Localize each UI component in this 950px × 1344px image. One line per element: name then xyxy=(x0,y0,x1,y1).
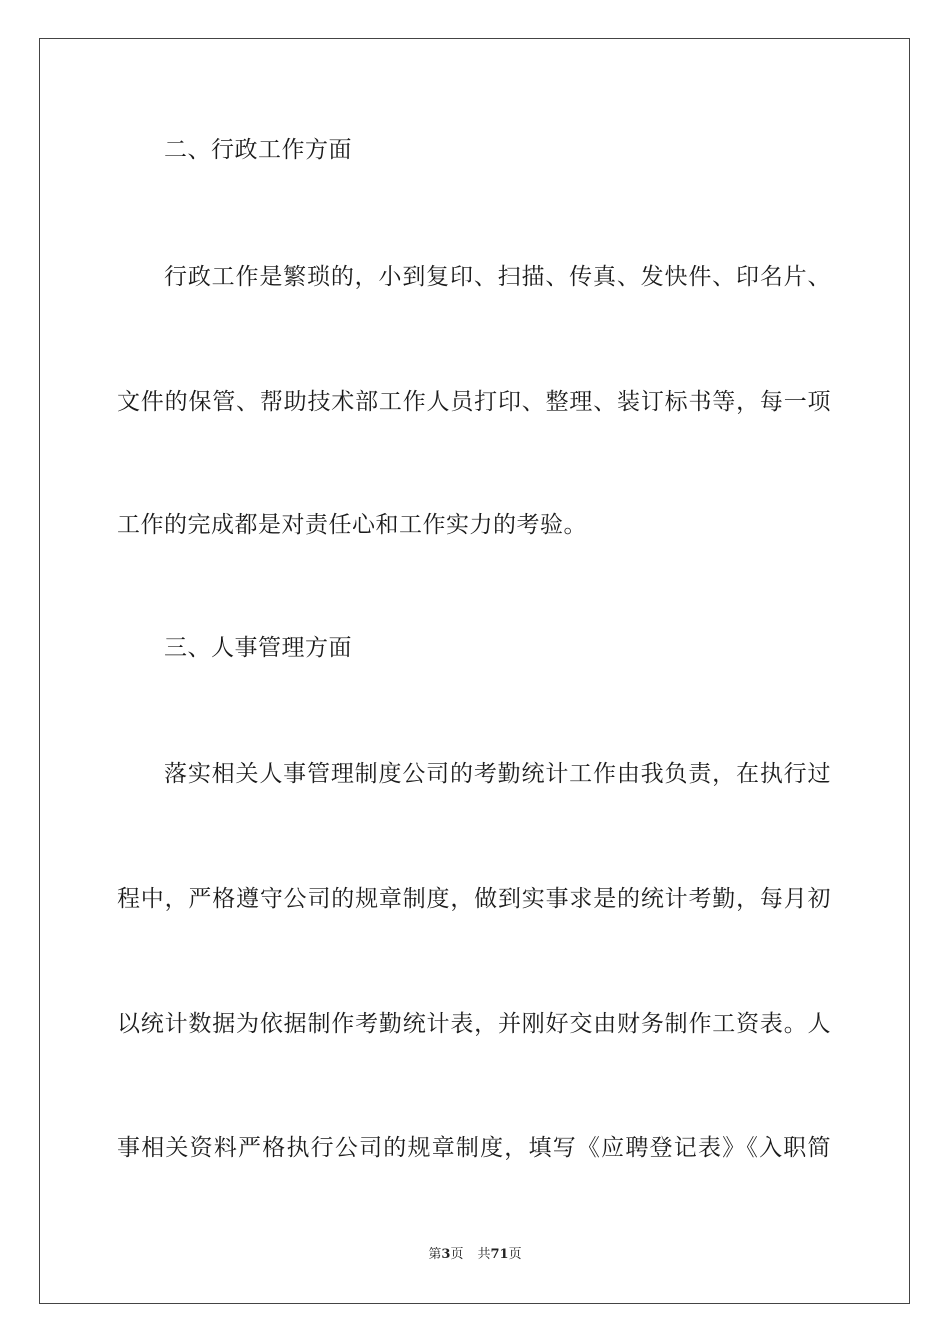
page-border xyxy=(39,38,910,1304)
paragraph-line: 事相关资料严格执行公司的规章制度，填写《应聘登记表》《入职简 xyxy=(117,1135,831,1161)
total-pages: 71 xyxy=(490,1247,509,1262)
section-heading-administrative: 二、行政工作方面 xyxy=(164,137,352,163)
paragraph-line: 程中，严格遵守公司的规章制度，做到实事求是的统计考勤，每月初 xyxy=(117,886,831,912)
page-footer xyxy=(0,1246,950,1264)
total-suffix: 页 xyxy=(508,1247,522,1262)
paragraph-line: 文件的保管、帮助技术部工作人员打印、整理、装订标书等，每一项 xyxy=(117,389,831,415)
paragraph-line: 工作的完成都是对责任心和工作实力的考验。 xyxy=(117,512,587,538)
page-number: 3 xyxy=(441,1247,451,1262)
paragraph-line: 行政工作是繁琐的，小到复印、扫描、传真、发快件、印名片、 xyxy=(164,264,831,290)
paragraph-line: 落实相关人事管理制度公司的考勤统计工作由我负责，在执行过 xyxy=(164,761,831,787)
page-prefix: 第 xyxy=(428,1247,442,1262)
page-suffix: 页 xyxy=(450,1247,464,1262)
section-heading-personnel: 三、人事管理方面 xyxy=(164,635,352,661)
total-prefix: 共 xyxy=(477,1247,491,1262)
paragraph-line: 以统计数据为依据制作考勤统计表，并刚好交由财务制作工资表。人 xyxy=(117,1011,831,1037)
